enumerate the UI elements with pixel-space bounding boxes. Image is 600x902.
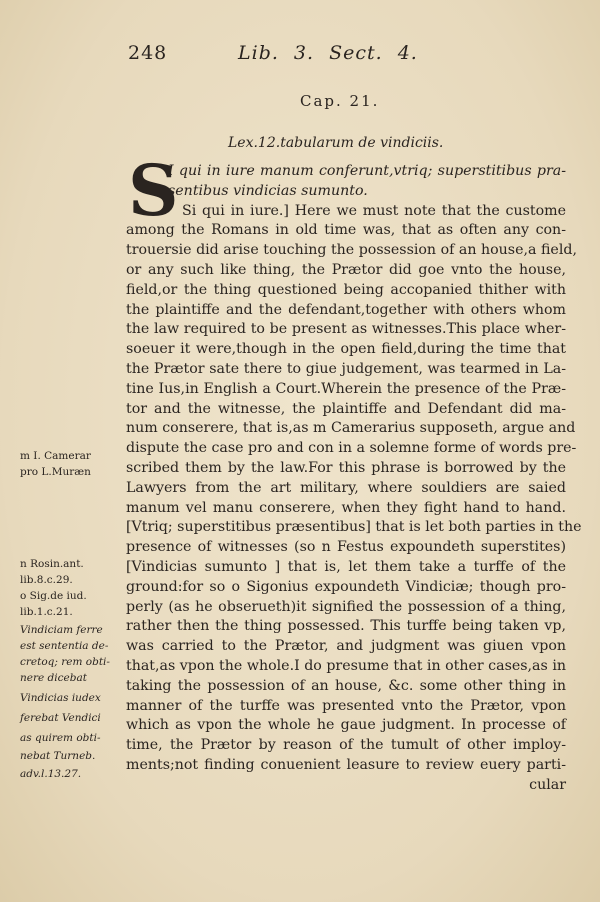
text-line: was carried to the Prætor, and judgment was giuen vpon bbox=[126, 638, 566, 655]
text-line: among the Romans in old time was, that as often any con- bbox=[126, 222, 566, 239]
margin-note: pro L.Muræn bbox=[20, 466, 91, 478]
text-line: trouersie did arise touching the possession of an house,a field, bbox=[126, 242, 577, 259]
margin-note: o Sig.de iud. bbox=[20, 590, 87, 602]
margin-note: Vindiciam ferre bbox=[20, 624, 103, 636]
text-line: or any such like thing, the Prætor did goe vnto the house, bbox=[126, 261, 566, 278]
text-line: Si qui in iure.] Here we must note that the custome bbox=[182, 202, 566, 219]
text-line: rather then the thing possessed. This turffe being taken vp, bbox=[126, 618, 566, 635]
text-line: cular bbox=[529, 776, 566, 793]
page-number: 248 bbox=[128, 42, 168, 64]
text-line: dispute the case pro and con in a solemne forme of words pre- bbox=[126, 440, 577, 457]
chapter-heading: Cap. 21. bbox=[300, 92, 380, 110]
running-header bbox=[0, 40, 600, 68]
margin-note: adv.l.13.27. bbox=[20, 768, 82, 780]
text-line: tor and the witnesse, the plaintiffe and Defendant did ma- bbox=[126, 400, 566, 417]
drop-cap: S bbox=[128, 149, 179, 232]
margin-note: ferebat Vendici bbox=[20, 712, 101, 724]
margin-note: lib.8.c.29. bbox=[20, 574, 73, 586]
text-line: presence of witnesses (so n Festus expoundeth superstites) bbox=[126, 539, 566, 556]
text-line: scribed them by the law.For this phrase is borrowed by the bbox=[126, 459, 566, 476]
margin-note: nebat Turneb. bbox=[20, 750, 96, 762]
text-line: I qui in iure manum conferunt,vtriq; superstitibus pra- bbox=[168, 163, 566, 179]
text-line: [Vindicias sumunto ] that is, let them take a turffe of the bbox=[126, 558, 566, 575]
text-line: tine Ius,in English a Court.Wherein the presence of the Præ- bbox=[126, 380, 566, 397]
body-text bbox=[126, 162, 582, 796]
text-line: ground:for so o Sigonius expoundeth Vindiciæ; though pro- bbox=[126, 578, 566, 595]
text-line: that,as vpon the whole.I do presume that in other cases,as in bbox=[126, 657, 566, 674]
margin-note: Vindicias iudex bbox=[20, 692, 101, 704]
text-line: taking the possession of an house, &c. some other thing in bbox=[126, 677, 566, 694]
margin-note: nere dicebat bbox=[20, 672, 87, 684]
text-line: time, the Prætor by reason of the tumult of other imploy- bbox=[126, 737, 566, 754]
text-line: soeuer it were,though in the open field,during the time that bbox=[126, 341, 566, 358]
margin-note: est sententia de- bbox=[20, 640, 109, 652]
text-line: manum vel manu conserere, when they fight hand to hand. bbox=[126, 499, 566, 516]
text-line: perly (as he obserueth)it signified the possession of a thing, bbox=[126, 598, 566, 615]
text-line: the Prætor sate there to giue judgement, was tearmed in La- bbox=[126, 360, 566, 377]
margin-note: cretoq; rem obti- bbox=[20, 656, 110, 668]
lex-heading: Lex.12.tabularum de vindiciis. bbox=[228, 135, 444, 151]
text-line: the plaintiffe and the defendant,together with others whom bbox=[126, 301, 566, 318]
text-line: ments;not finding conuenient leasure to review euery parti- bbox=[126, 756, 566, 773]
text-line: [Vtriq; superstitibus præsentibus] that is let both parties in the bbox=[126, 519, 582, 536]
text-line: field,or the thing questioned being accopanied thither with bbox=[126, 281, 566, 298]
text-line: num conserere, that is,as m Camerarius supposeth, argue and bbox=[126, 420, 576, 437]
margin-note: as quirem obti- bbox=[20, 732, 101, 744]
text-line: Lawyers from the art military, where souldiers are saied bbox=[126, 479, 566, 496]
text-line: manner of the turffe was presented vnto the Prætor, vpon bbox=[126, 697, 566, 714]
margin-note: lib.1.c.21. bbox=[20, 606, 73, 618]
margin-note: n Rosin.ant. bbox=[20, 558, 84, 570]
text-line: sentibus vindicias sumunto. bbox=[168, 182, 368, 199]
section-title: Lib. 3. Sect. 4. bbox=[238, 42, 418, 64]
margin-note: m I. Camerar bbox=[20, 450, 91, 462]
text-line: which as vpon the whole he gaue judgment. In processe of bbox=[126, 717, 566, 734]
text-line: the law required to be present as witnesses.This place wher- bbox=[126, 321, 566, 338]
